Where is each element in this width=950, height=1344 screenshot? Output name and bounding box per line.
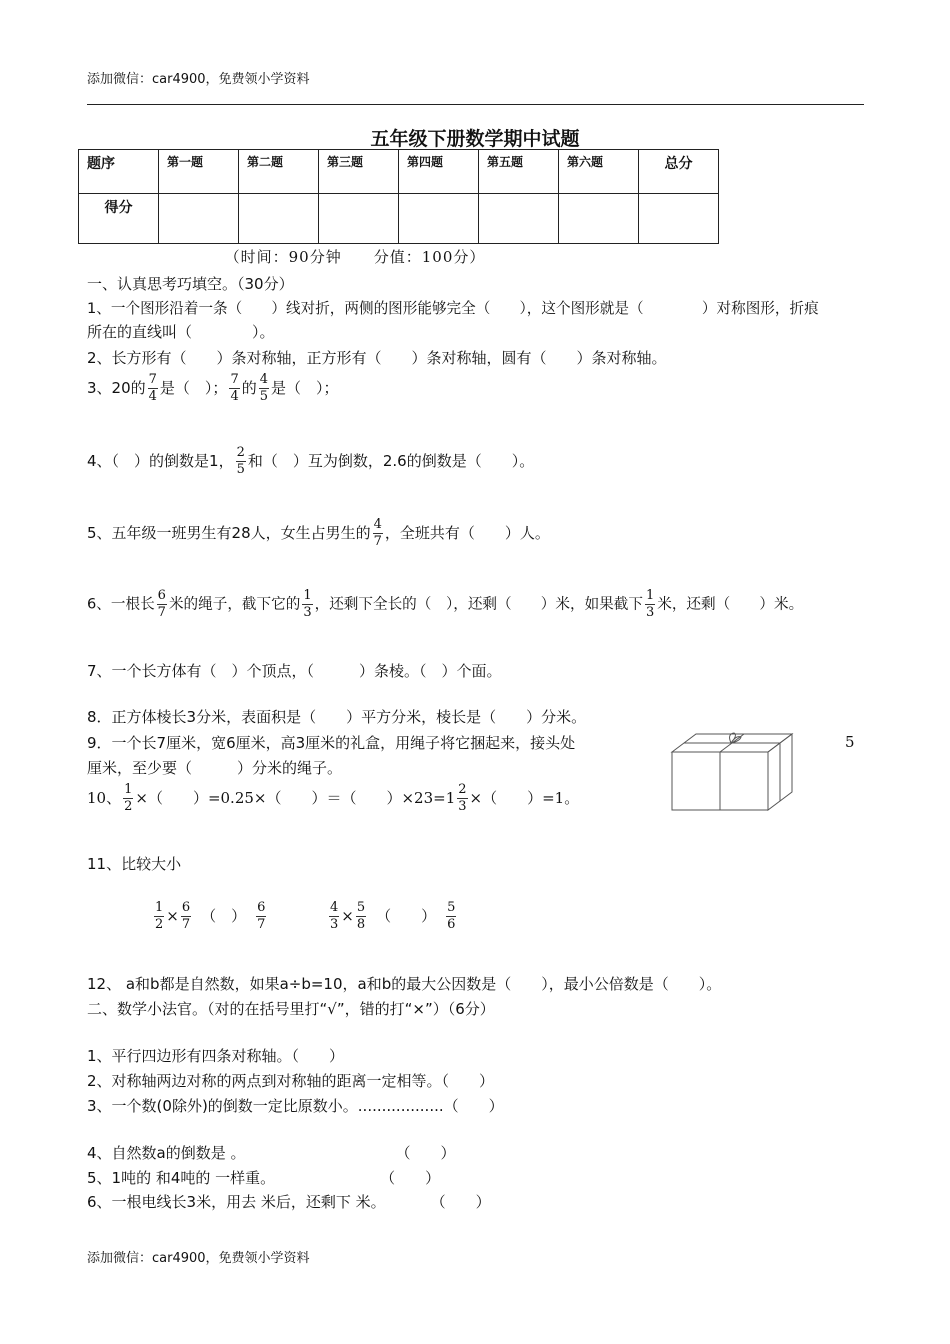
score-cell-q2: 第二题 [239, 150, 319, 194]
q10-text-3: ×（ ）=1。 [469, 789, 580, 807]
fraction: $\frac{5}{6}$ [447, 900, 456, 932]
fraction: $\frac{1}{2}$ [155, 900, 164, 932]
q4-text-1: 4、（ ）的倒数是1， [87, 452, 234, 470]
q3-text-3: 的 [241, 379, 257, 397]
fraction: $\frac{2}{5}$ [236, 445, 245, 477]
q6-text-3: ，还剩下全长的（ ），还剩（ ）米，如果截下 [314, 595, 643, 613]
question-6 [87, 588, 803, 621]
q3-text-1: 3、20的 [87, 379, 146, 397]
question-1b: 所在的直线叫（ ）。 [87, 323, 275, 341]
judge-item-6: 6、一根电线长3米，用去 米后，还剩下 米。 （ ） [87, 1193, 491, 1211]
score-input-cell[interactable] [479, 194, 559, 244]
judge-item-1: 1、平行四边形有四条对称轴。（ ） [87, 1047, 345, 1065]
score-row-label: 得分 [79, 194, 159, 244]
fraction: $\frac{1}{3}$ [303, 588, 312, 620]
q6-text-1: 6、一根长 [87, 595, 155, 613]
q5-text-1: 5、五年级一班男生有28人，女生占男生的 [87, 524, 371, 542]
fraction: $\frac{7}{4}$ [230, 372, 239, 404]
fraction: $\frac{1}{3}$ [645, 588, 655, 620]
q5-text-2: ，全班共有（ ）人。 [384, 524, 550, 542]
score-input-cell[interactable] [239, 194, 319, 244]
score-cell-q6: 第六题 [559, 150, 639, 194]
fraction: $\frac{6}{7}$ [257, 900, 266, 932]
question-3 [87, 372, 339, 405]
fraction: $\frac{1}{2}$ [124, 782, 133, 814]
q10-text-2: ×（ ）=0.25×（ ）＝（ ）×23=1 [135, 789, 456, 807]
score-input-cell[interactable] [319, 194, 399, 244]
judge-item-3: 3、一个数(0除外)的倒数一定比原数小。..................（ ） [87, 1097, 504, 1115]
header-rule [87, 104, 864, 105]
fraction: $\frac{6}{7}$ [181, 900, 191, 932]
question-2: 2、长方形有（ ）条对称轴，正方形有（ ）条对称轴，圆有（ ）条对称轴。 [87, 349, 667, 367]
score-table-header-row [79, 150, 719, 194]
question-5 [87, 517, 550, 550]
times-sign: × [341, 907, 354, 925]
q10-text-1: 10、 [87, 789, 122, 807]
section1-heading: 一、认真思考巧填空。（30分） [87, 275, 294, 293]
question-11-title: 11、比较大小 [87, 855, 182, 873]
fraction: $\frac{4}{5}$ [259, 372, 269, 404]
q3-text-2: 是（ ）； [159, 379, 228, 397]
score-cell-q1: 第一题 [159, 150, 239, 194]
time-note: （时间：90分钟 分值：100分） [224, 248, 486, 266]
question-10 [87, 782, 579, 815]
footer-note: 添加微信：car4900，免费领小学资料 [87, 1251, 310, 1266]
score-input-cell[interactable] [399, 194, 479, 244]
question-9a: 9．一个长7厘米，宽6厘米，高3厘米的礼盒，用绳子将它捆起来，接头处 [87, 734, 576, 752]
score-table [78, 149, 719, 244]
judge-item-5: 5、1吨的 和4吨的 一样重。 （ ） [87, 1169, 441, 1187]
score-cell-total: 总分 [639, 150, 719, 194]
question-1a: 1、一个图形沿着一条（ ）线对折，两侧的图形能够完全（ ），这个图形就是（ ）对称图形，折痕 [87, 300, 819, 317]
fraction: $\frac{4}{3}$ [330, 900, 339, 932]
score-input-cell[interactable] [639, 194, 719, 244]
fraction: $\frac{5}{8}$ [356, 900, 366, 932]
fraction: $\frac{2}{3}$ [458, 782, 467, 814]
q6-text-2: 米的绳子，截下它的 [168, 595, 301, 613]
header-note: 添加微信：car4900，免费领小学资料 [87, 72, 310, 87]
question-11-compare-right [327, 900, 458, 933]
question-9-number: 5 [845, 733, 855, 751]
question-9b: 厘米，至少要（ ）分米的绳子。 [87, 759, 343, 777]
score-cell-q5: 第五题 [479, 150, 559, 194]
score-input-cell[interactable] [559, 194, 639, 244]
score-table-score-row [79, 194, 719, 244]
gift-box-illustration [668, 728, 796, 814]
question-11-compare-left [152, 900, 268, 933]
judge-item-4: 4、自然数a的倒数是 。 （ ） [87, 1144, 456, 1162]
question-4 [87, 445, 534, 478]
question-12: 12、 a和b都是自然数，如果a÷b=10，a和b的最大公因数是（ ），最小公倍数是（ ）。 [87, 975, 722, 993]
q4-text-2: 和（ ）互为倒数，2.6的倒数是（ ）。 [247, 452, 535, 470]
q6-text-4: 米，还剩（ ）米。 [657, 595, 804, 613]
question-8: 8．正方体棱长3分米，表面积是（ ）平方分米，棱长是（ ）分米。 [87, 708, 587, 726]
q3-text-4: 是（ ）； [271, 379, 339, 397]
compare-blank[interactable]: （ ） [201, 907, 247, 925]
page-title: 五年级下册数学期中试题 [370, 128, 580, 150]
score-input-cell[interactable] [159, 194, 239, 244]
fraction: $\frac{6}{7}$ [157, 588, 166, 620]
times-sign: × [166, 907, 179, 925]
fraction: $\frac{7}{4}$ [148, 372, 157, 404]
compare-blank[interactable]: （ ） [376, 907, 437, 925]
section2-heading: 二、数学小法官。（对的在括号里打“√”，错的打“×”）（6分） [87, 1000, 495, 1018]
question-7: 7、一个长方体有（ ）个顶点，（ ）条棱。（ ）个面。 [87, 662, 502, 680]
judge-item-2: 2、对称轴两边对称的两点到对称轴的距离一定相等。（ ） [87, 1072, 495, 1090]
fraction: $\frac{4}{7}$ [373, 517, 382, 549]
score-cell-q3: 第三题 [319, 150, 399, 194]
score-cell-q4: 第四题 [399, 150, 479, 194]
score-cell-label: 题序 [79, 150, 159, 194]
